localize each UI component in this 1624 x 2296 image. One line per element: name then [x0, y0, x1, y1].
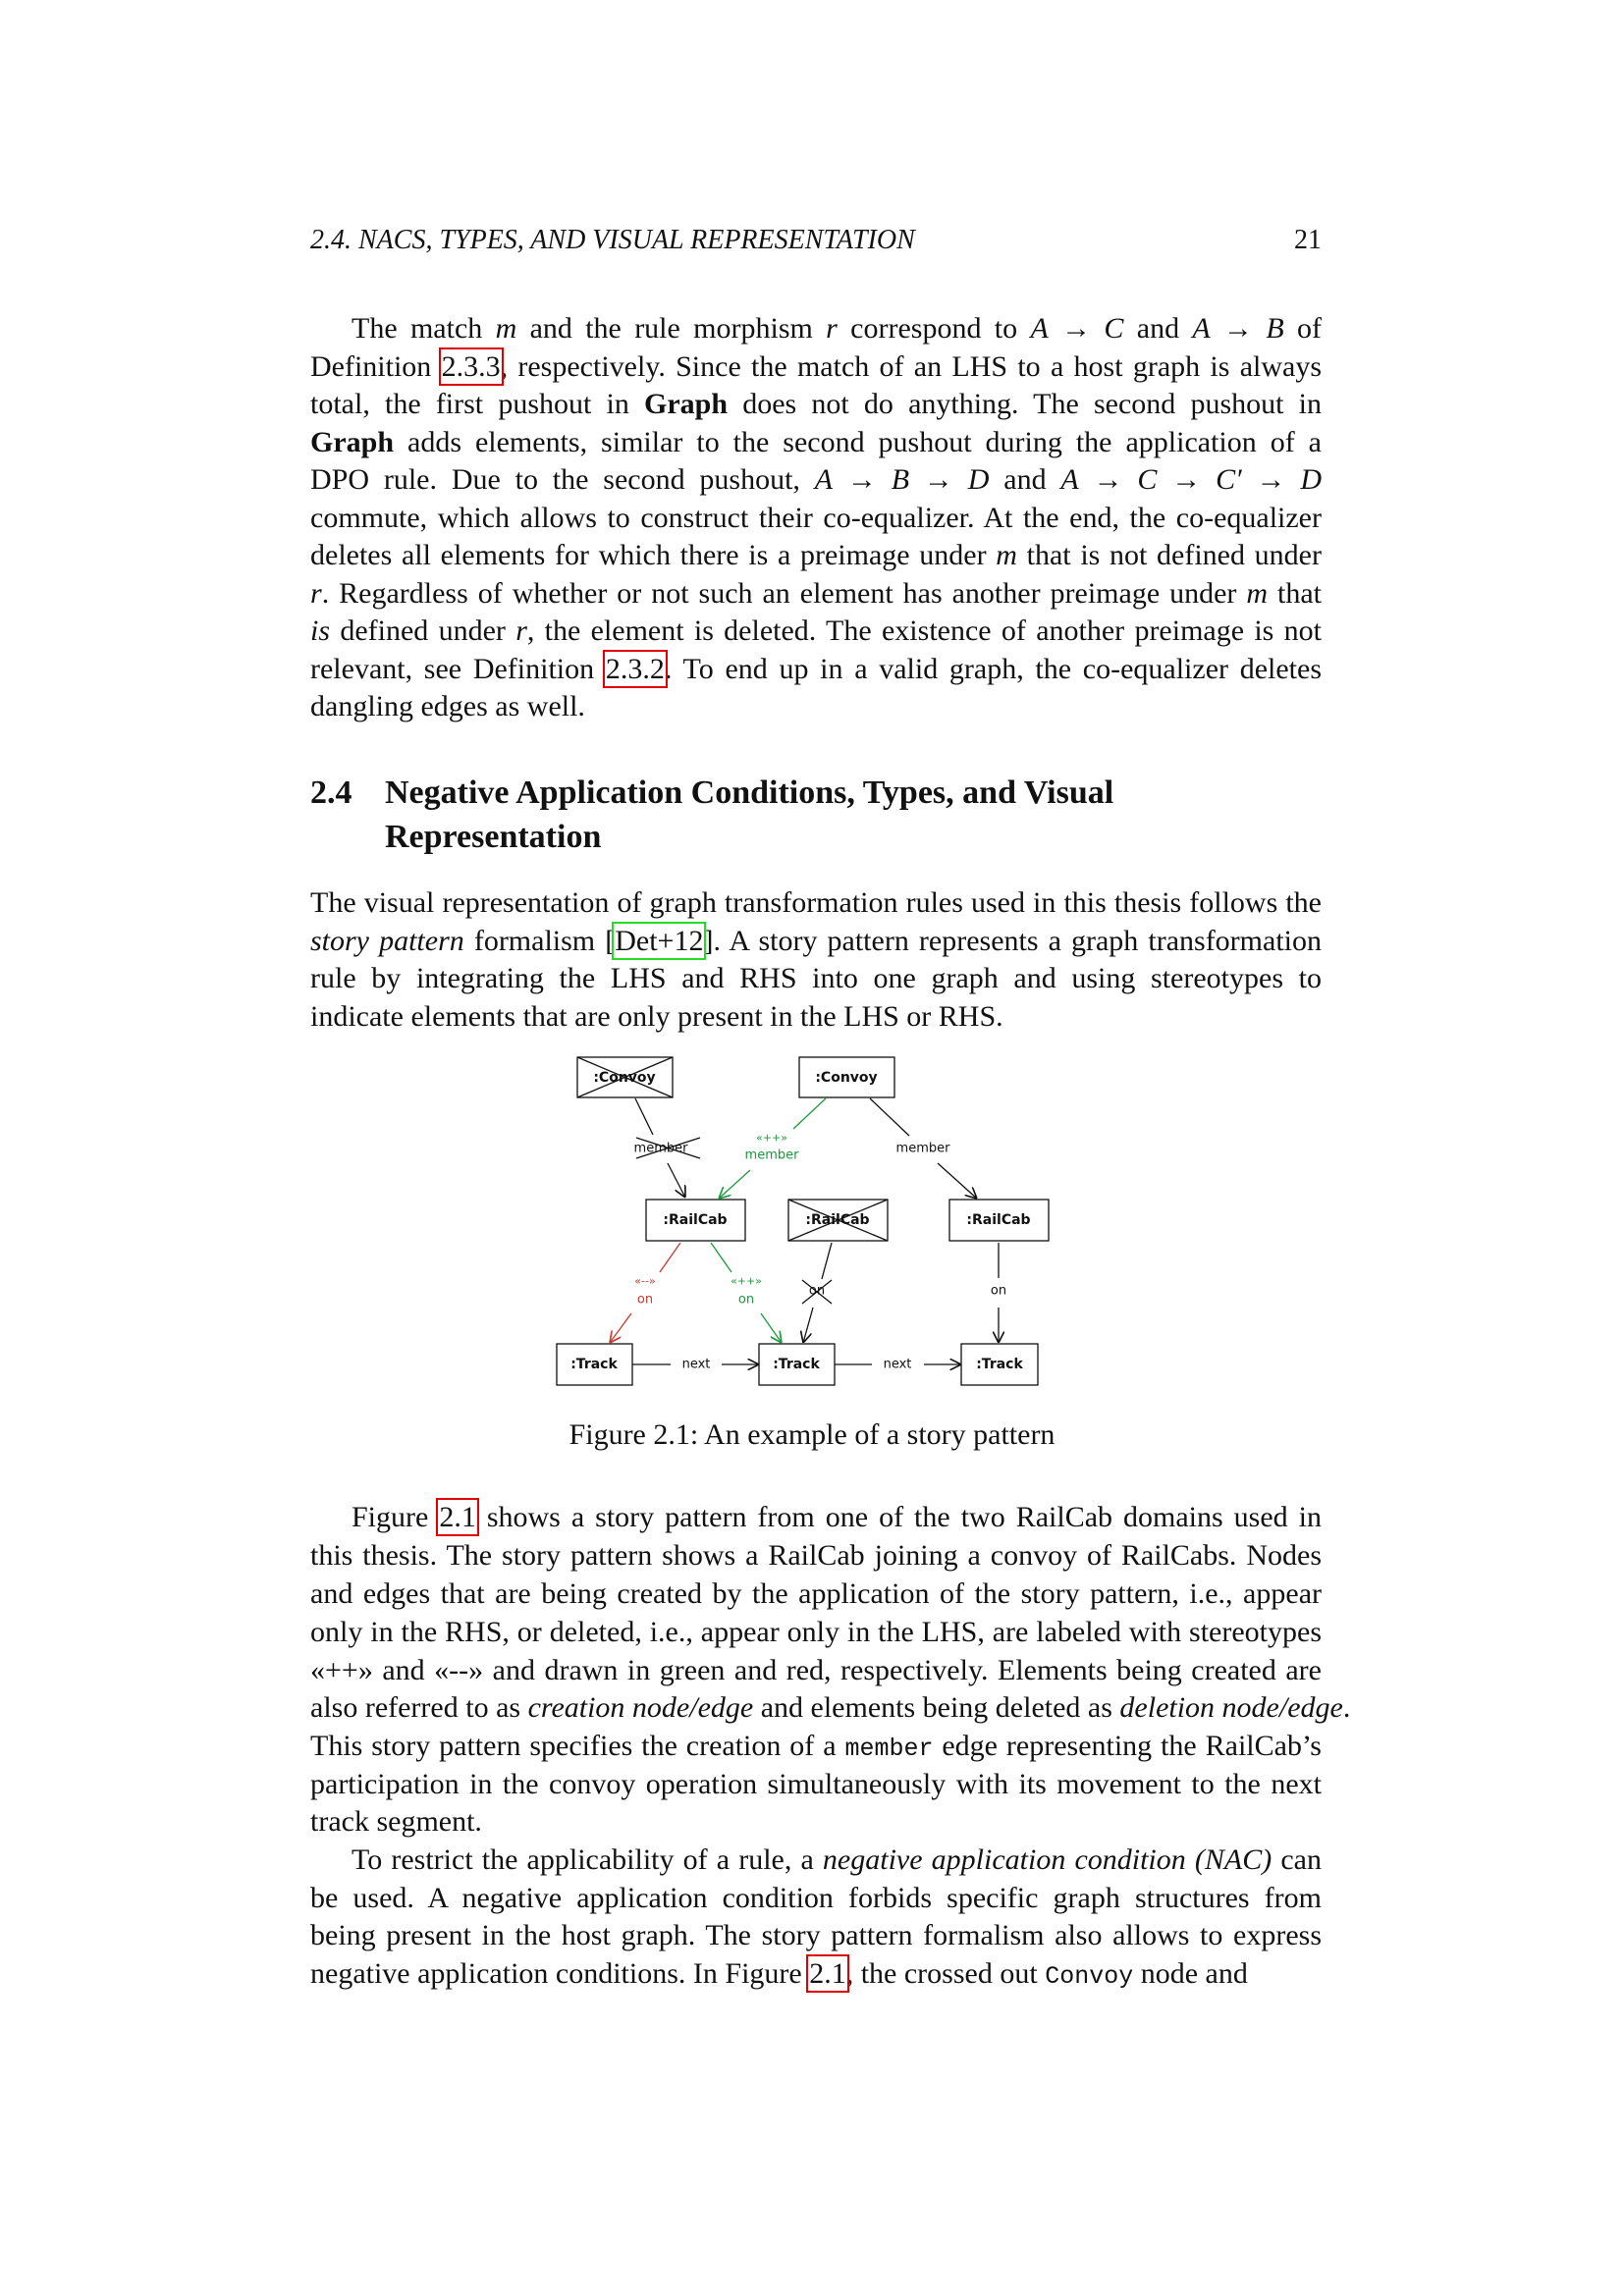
text-run: The match — [352, 312, 496, 345]
text-line — [310, 537, 1322, 574]
figure-caption: Figure 2.1: An example of a story pattern — [568, 1418, 1056, 1451]
text-line — [310, 500, 1322, 537]
text-run: A — [1060, 463, 1079, 496]
cross-reference-link[interactable]: 2.1 — [809, 1957, 846, 1990]
text-run: correspond to — [837, 312, 1031, 345]
section-title-cont: Representation — [385, 819, 602, 855]
text-run: this thesis. The story pattern shows a RailCab joining a convoy of RailCabs. Nodes — [310, 1539, 1322, 1572]
edge-label: on — [808, 1283, 826, 1299]
text-line — [352, 310, 1322, 347]
text-run: , respectively. Since the match of an LHS to a host graph is always — [500, 350, 1322, 383]
text-run: B — [1266, 312, 1284, 345]
text-run: C — [1104, 312, 1124, 345]
text-run: Graph — [310, 426, 395, 458]
text-line — [310, 1537, 1322, 1575]
text-run: does not do anything. The second pushout in — [728, 388, 1323, 420]
cross-reference-link[interactable]: 2.3.3 — [441, 350, 501, 383]
text-line — [310, 1880, 1322, 1917]
text-run: m — [495, 312, 517, 345]
text-line — [310, 1689, 1351, 1727]
text-run: . To end up in a valid graph, the co-equalizer deletes — [664, 653, 1322, 685]
node-label: :Track — [773, 1357, 820, 1372]
text-run: track segment. — [310, 1805, 482, 1838]
text-run: A — [1192, 312, 1211, 345]
text-run: A — [1030, 312, 1049, 345]
text-run: → — [1241, 463, 1301, 496]
text-run: , the element is deleted. The existence of another preimage is not — [526, 614, 1322, 647]
text-run: member — [844, 1735, 934, 1763]
running-header: 2.4. NACS, TYPES, AND VISUAL REPRESENTATION — [310, 225, 915, 255]
text-run: , the crossed out — [845, 1957, 1046, 1990]
text-line — [310, 1917, 1322, 1954]
text-run: A — [814, 463, 834, 496]
text-line — [310, 1766, 1322, 1803]
text-run: Convoy — [1045, 1962, 1134, 1991]
text-run: → — [1210, 312, 1267, 345]
text-run: negative application conditions. In Figure — [310, 1957, 810, 1990]
text-run: . — [1342, 1691, 1351, 1724]
text-run: To restrict the applicability of a rule, a — [352, 1843, 823, 1876]
citation-link[interactable]: Det+12 — [615, 925, 704, 957]
text-run: B — [891, 463, 910, 496]
node-label: :Track — [976, 1357, 1023, 1372]
text-run: indicate elements that are only present in the LHS or RHS. — [310, 1000, 1003, 1033]
text-run: Graph — [644, 388, 729, 420]
edge-label: next — [681, 1357, 711, 1372]
edge-stereotype: «++» — [731, 1274, 762, 1288]
text-run: of — [1283, 312, 1323, 345]
text-line — [310, 1728, 1322, 1765]
page-number: 21 — [1294, 225, 1322, 255]
text-line — [310, 1652, 1322, 1689]
text-line — [310, 688, 1322, 725]
text-line — [310, 923, 1322, 960]
text-line — [352, 1842, 1322, 1879]
edge-label: on — [990, 1283, 1007, 1299]
cross-reference-link[interactable]: 2.3.2 — [605, 653, 665, 685]
text-run: «++» and «--» and drawn in green and red, respectively. Elements being created are — [310, 1654, 1322, 1686]
text-run: m — [1246, 577, 1269, 610]
text-run: creation node/edge — [527, 1691, 754, 1724]
text-line — [310, 1614, 1322, 1651]
text-line — [310, 998, 1322, 1036]
text-run: m — [996, 539, 1017, 571]
edge-stereotype: «--» — [634, 1274, 656, 1288]
text-run: that — [1268, 577, 1322, 610]
text-line — [310, 575, 1322, 613]
text-run: negative application condition (NAC) — [822, 1843, 1272, 1876]
edge-label: on — [636, 1292, 654, 1308]
node-label: :Convoy — [593, 1070, 656, 1086]
text-run: This story pattern specifies the creation of a — [310, 1730, 845, 1762]
text-run: and — [989, 463, 1061, 496]
edge-label: member — [633, 1141, 688, 1156]
text-line — [310, 960, 1322, 997]
text-run: edge representing the RailCab’s — [933, 1730, 1322, 1762]
text-run: being present in the host graph. The story pattern formalism also allows to express — [310, 1919, 1322, 1951]
text-run: The visual representation of graph transformation rules used in this thesis follows the — [310, 886, 1322, 919]
text-run: → — [909, 463, 968, 496]
text-run: and elements being deleted as — [753, 1691, 1120, 1724]
text-run: r — [310, 577, 322, 610]
edge-label: member — [895, 1141, 950, 1156]
text-run: story pattern — [310, 925, 464, 957]
section-title: Negative Application Conditions, Types, and Visual — [385, 774, 1114, 811]
text-run: → — [1078, 463, 1138, 496]
text-run: dangling edges as well. — [310, 690, 585, 722]
text-run: C′ — [1216, 463, 1242, 496]
text-run: deletion node/edge — [1119, 1691, 1343, 1724]
text-run: only in the RHS, or deleted, i.e., appear only in the LHS, are labeled with stereotypes — [310, 1616, 1322, 1648]
text-run: also referred to as — [310, 1691, 528, 1724]
text-run: total, the first pushout in — [310, 388, 645, 420]
text-run: formalism [ — [463, 925, 616, 957]
text-run: . Regardless of whether or not such an element has another preimage under — [321, 577, 1247, 610]
node-label: :Track — [570, 1357, 618, 1372]
text-line — [310, 424, 1322, 461]
text-run: C — [1137, 463, 1158, 496]
text-run: participation in the convoy operation simultaneously with its movement to the next — [310, 1768, 1322, 1800]
text-run: r — [826, 312, 838, 345]
edge-label: on — [737, 1292, 755, 1308]
text-run: and the rule morphism — [516, 312, 827, 345]
text-run: commute, which allows to construct their co-equalizer. At the end, the co-equalizer — [310, 502, 1322, 534]
edge-label: member — [744, 1148, 799, 1163]
text-line — [310, 651, 1322, 688]
text-run: shows a story pattern from one of the two RailCab domains used in — [475, 1501, 1322, 1533]
text-line — [310, 613, 1322, 650]
text-run: Figure — [352, 1501, 440, 1533]
text-line — [310, 1803, 1322, 1841]
text-run: can — [1272, 1843, 1322, 1876]
text-line — [310, 1575, 1322, 1613]
text-run: adds elements, similar to the second pushout during the application of a — [394, 426, 1322, 458]
edge-stereotype: «++» — [756, 1131, 787, 1145]
text-run: be used. A negative application condition forbids specific graph structures from — [310, 1882, 1322, 1914]
text-run: ]. A story pattern represents a graph transformation — [703, 925, 1322, 957]
text-run: and — [1123, 312, 1193, 345]
text-run: Definition — [310, 350, 442, 383]
text-run: D — [967, 463, 990, 496]
node-label: :RailCab — [805, 1212, 870, 1228]
text-run: and edges that are being created by the application of the story pattern, i.e., appear — [310, 1577, 1322, 1610]
text-run: r — [515, 614, 527, 647]
text-run: is — [310, 614, 331, 647]
cross-reference-link[interactable]: 2.1 — [439, 1501, 476, 1533]
text-run: deletes all elements for which there is a preimage under — [310, 539, 997, 571]
text-line — [310, 1955, 1322, 1993]
text-run: that is not defined under — [1016, 539, 1322, 571]
text-line — [310, 348, 1322, 386]
node-label: :RailCab — [663, 1212, 728, 1228]
story-pattern-figure — [550, 1050, 1070, 1404]
text-line — [352, 1499, 1322, 1536]
text-run: → — [1157, 463, 1217, 496]
text-run: rule by integrating the LHS and RHS into one graph and using stereotypes to — [310, 962, 1322, 994]
edge-label: next — [883, 1357, 912, 1372]
text-run: → — [1048, 312, 1105, 345]
text-run: → — [833, 463, 892, 496]
text-run: defined under — [330, 614, 516, 647]
section-number: 2.4 — [310, 774, 352, 811]
text-run: D — [1300, 463, 1323, 496]
text-line — [310, 884, 1322, 922]
node-label: :RailCab — [966, 1212, 1031, 1228]
text-run: node and — [1133, 1957, 1248, 1990]
text-run: DPO rule. Due to the second pushout, — [310, 463, 815, 496]
text-run: relevant, see Definition — [310, 653, 606, 685]
text-line — [310, 386, 1322, 423]
node-label: :Convoy — [815, 1070, 878, 1086]
text-line — [310, 461, 1322, 499]
